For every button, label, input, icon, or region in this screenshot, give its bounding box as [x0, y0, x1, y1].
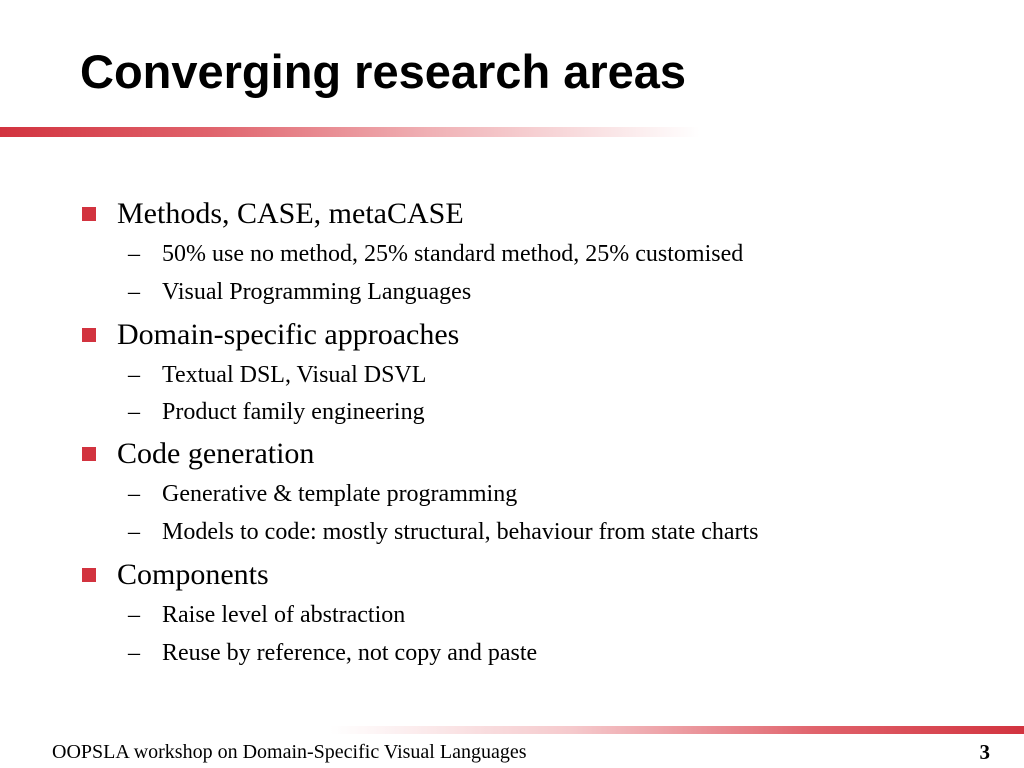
sub-item	[128, 276, 471, 308]
dash-marker: –	[128, 601, 140, 628]
sub-item-text: Generative & template programming	[162, 480, 518, 507]
bullet-code-generation	[82, 434, 314, 474]
sub-item-text: Visual Programming Languages	[162, 278, 472, 305]
bullet-text: Methods, CASE, metaCASE	[117, 197, 464, 230]
bullet-text: Components	[117, 558, 269, 591]
bullet-methods-case	[82, 194, 464, 234]
sub-item-text: Textual DSL, Visual DSVL	[162, 361, 427, 388]
footer-accent-bar	[330, 726, 1024, 734]
dash-marker: –	[128, 398, 140, 425]
bullet-text: Domain-specific approaches	[117, 318, 460, 351]
sub-item-text: Models to code: mostly structural, behaviour from state charts	[162, 518, 759, 545]
square-bullet-icon	[82, 328, 96, 342]
slide-title: Converging research areas	[80, 45, 687, 98]
sub-item-text: Product family engineering	[162, 398, 425, 425]
sub-item-text: 50% use no method, 25% standard method, 25% customised	[162, 240, 744, 267]
sub-item	[128, 359, 426, 391]
dash-marker: –	[128, 639, 140, 666]
dash-marker: –	[128, 361, 140, 388]
bullet-domain-specific	[82, 315, 459, 355]
sub-item	[128, 516, 759, 548]
square-bullet-icon	[82, 207, 96, 221]
sub-item	[128, 637, 537, 669]
dash-marker: –	[128, 240, 140, 267]
sub-item	[128, 599, 405, 631]
bullet-components	[82, 555, 269, 595]
page-number: 3	[979, 740, 990, 764]
dash-marker: –	[128, 518, 140, 545]
sub-item-text: Reuse by reference, not copy and paste	[162, 639, 538, 666]
square-bullet-icon	[82, 447, 96, 461]
bullet-text: Code generation	[117, 437, 315, 470]
square-bullet-icon	[82, 568, 96, 582]
sub-item	[128, 478, 517, 510]
sub-item	[128, 238, 743, 270]
sub-item-text: Raise level of abstraction	[162, 601, 406, 628]
footer-text: OOPSLA workshop on Domain-Specific Visual Languages	[52, 741, 527, 763]
sub-item	[128, 396, 425, 428]
title-underline-bar	[0, 127, 700, 137]
dash-marker: –	[128, 480, 140, 507]
dash-marker: –	[128, 278, 140, 305]
